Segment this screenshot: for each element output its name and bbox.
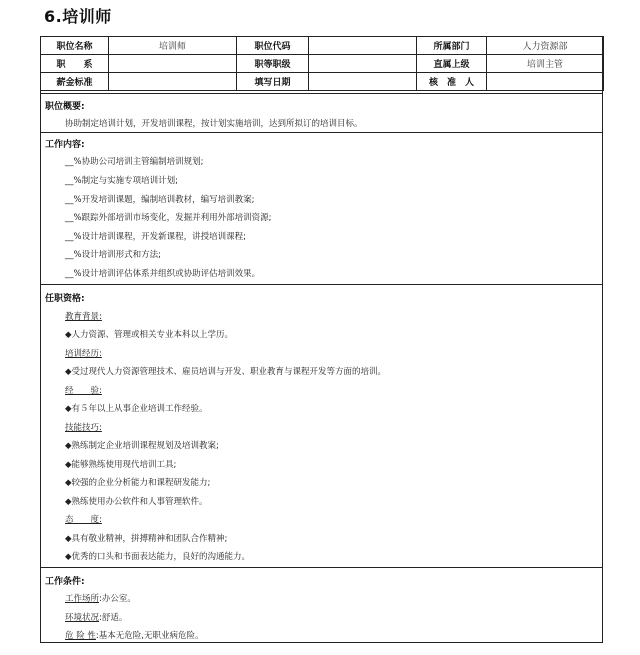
risk-value: :基本无危险,无职业病危险。 — [95, 631, 204, 641]
table-row — [41, 73, 604, 91]
environment-label: 环境状况 — [65, 613, 100, 623]
overview-text: 协助制定培训计划，开发培训课程，按计划实施培训，达到所拟订的培训目标。 — [65, 119, 363, 129]
fill-date-label: 填写日期 — [237, 73, 309, 91]
position-info-table — [40, 36, 604, 91]
list-item: __%开发培训课题，编制培训教材，编写培训教案; — [65, 195, 255, 205]
position-name-value: 培训师 — [109, 37, 237, 55]
table-row — [41, 37, 604, 55]
duties-title: 工作内容: — [45, 140, 85, 150]
skills-label: 技能技巧: — [65, 423, 102, 433]
job-family-label: 职 系 — [41, 55, 109, 73]
department-value: 人力资源部 — [487, 37, 604, 55]
training-item: ◆受过现代人力资源管理技术、雇员培训与开发、职业教育与课程开发等方面的培训。 — [65, 367, 387, 377]
position-code-label: 职位代码 — [237, 37, 309, 55]
skill-item: ◆熟练使用办公软件和人事管理软件。 — [65, 497, 208, 507]
place-label: 工作场所 — [65, 594, 100, 604]
duties-section — [41, 132, 602, 284]
job-description-form — [40, 36, 603, 643]
job-grade-value — [309, 55, 417, 73]
education-label: 教育背景: — [65, 312, 102, 322]
list-item: __%制定与实施专项培训计划; — [65, 176, 178, 186]
condition-place — [65, 592, 136, 604]
condition-environment — [65, 611, 127, 623]
education-item: ◆人力资源、管理或相关专业本科以上学历。 — [65, 330, 234, 340]
salary-value — [109, 73, 237, 91]
position-name-label: 职位名称 — [41, 37, 109, 55]
page-title: 6.培训师 — [44, 7, 112, 26]
skill-item: ◆较强的企业分析能力和课程研发能力; — [65, 478, 211, 488]
training-label: 培训经历: — [65, 349, 102, 359]
condition-risk — [65, 629, 203, 641]
conditions-title: 工作条件: — [45, 577, 85, 587]
skill-item: ◆熟练制定企业培训课程规划及培训教案; — [65, 441, 219, 451]
list-item: __%设计培训形式和方法; — [65, 250, 161, 260]
attitude-item: ◆具有敬业精神，拼搏精神和团队合作精神; — [65, 534, 228, 544]
qualifications-section — [41, 284, 602, 567]
table-row — [41, 55, 604, 73]
fill-date-value — [309, 73, 417, 91]
list-item: __%设计培训课程，开发新课程，讲授培训课程; — [65, 232, 246, 242]
list-item: __%跟踪外部培训市场变化，发掘并利用外部培训资源; — [65, 213, 272, 223]
experience-item: ◆有５年以上从事企业培训工作经验。 — [65, 404, 208, 414]
approver-value — [487, 73, 604, 91]
attitude-label: 态 度: — [65, 515, 102, 525]
job-family-value — [109, 55, 237, 73]
experience-label: 经 验: — [65, 386, 102, 396]
salary-label: 薪金标准 — [41, 73, 109, 91]
skill-item: ◆能够熟练使用现代培训工具; — [65, 460, 177, 470]
risk-label: 危 险 性 — [65, 631, 96, 641]
list-item: __%设计培训评估体系并组织或协助评估培训效果。 — [65, 269, 261, 279]
department-label: 所属部门 — [417, 37, 487, 55]
supervisor-value: 培训主管 — [487, 55, 604, 73]
attitude-item: ◆优秀的口头和书面表达能力，良好的沟通能力。 — [65, 552, 251, 562]
place-value: :办公室。 — [99, 594, 136, 604]
approver-label: 核 准 人 — [417, 73, 487, 91]
overview-title: 职位概要: — [45, 102, 85, 112]
environment-value: :舒适。 — [99, 613, 128, 623]
position-code-value — [309, 37, 417, 55]
overview-section — [41, 93, 602, 132]
list-item: __%协助公司培训主管编制培训规划; — [65, 157, 204, 167]
job-grade-label: 职等职级 — [237, 55, 309, 73]
qualifications-title: 任职资格: — [45, 294, 85, 304]
conditions-section — [41, 567, 602, 642]
supervisor-label: 直属上级 — [417, 55, 487, 73]
